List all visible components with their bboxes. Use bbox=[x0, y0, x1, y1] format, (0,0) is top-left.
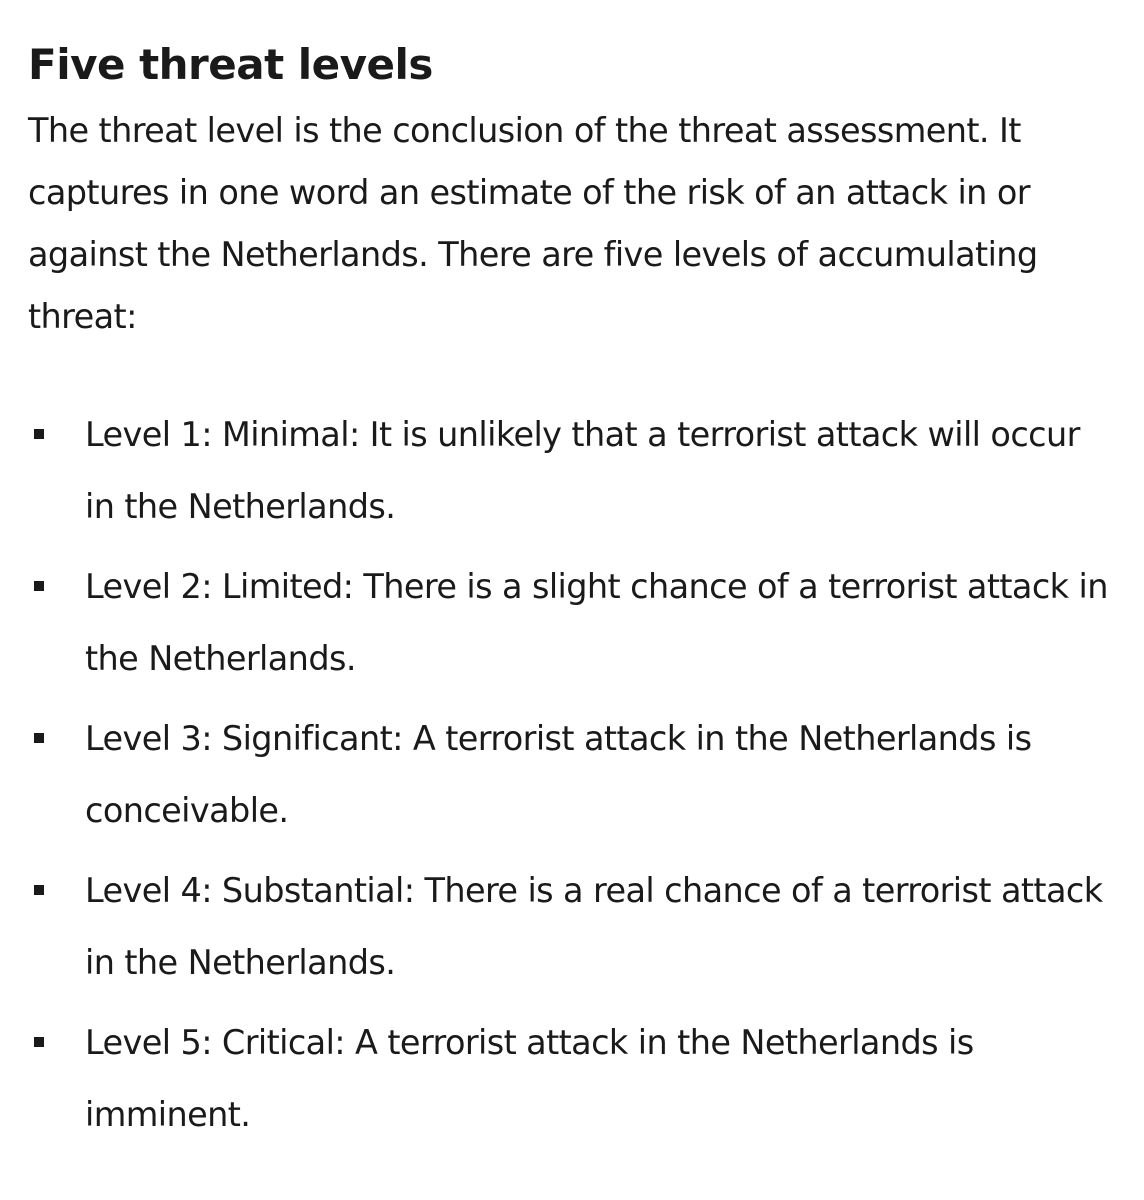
list-item bbox=[28, 399, 1118, 543]
level-text: Level 4: Substantial: There is a real chance of a terrorist attack in the Netherlands. bbox=[85, 871, 1103, 982]
square-bullet-icon bbox=[34, 1037, 44, 1047]
level-text: Level 1: Minimal: It is unlikely that a terrorist attack will occur in the Netherlands. bbox=[85, 415, 1080, 526]
list-item bbox=[28, 551, 1118, 695]
list-item bbox=[28, 1007, 1118, 1151]
page-title: Five threat levels bbox=[28, 40, 433, 89]
threat-level-list bbox=[28, 399, 1118, 1151]
list-item bbox=[28, 855, 1118, 999]
level-text: Level 2: Limited: There is a slight chance of a terrorist attack in the Netherlands. bbox=[85, 567, 1108, 678]
intro-paragraph: The threat level is the conclusion of the threat assessment. It captures in one word an estimate of the risk of an attack in or against the Netherlands. There are five levels of accumulating threat: bbox=[28, 111, 1038, 336]
level-text: Level 3: Significant: A terrorist attack in the Netherlands is conceivable. bbox=[85, 719, 1032, 830]
square-bullet-icon bbox=[34, 733, 44, 743]
level-text: Level 5: Critical: A terrorist attack in the Netherlands is imminent. bbox=[85, 1023, 974, 1134]
article bbox=[28, 34, 1118, 1159]
square-bullet-icon bbox=[34, 429, 44, 439]
list-item bbox=[28, 703, 1118, 847]
square-bullet-icon bbox=[34, 581, 44, 591]
square-bullet-icon bbox=[34, 885, 44, 895]
